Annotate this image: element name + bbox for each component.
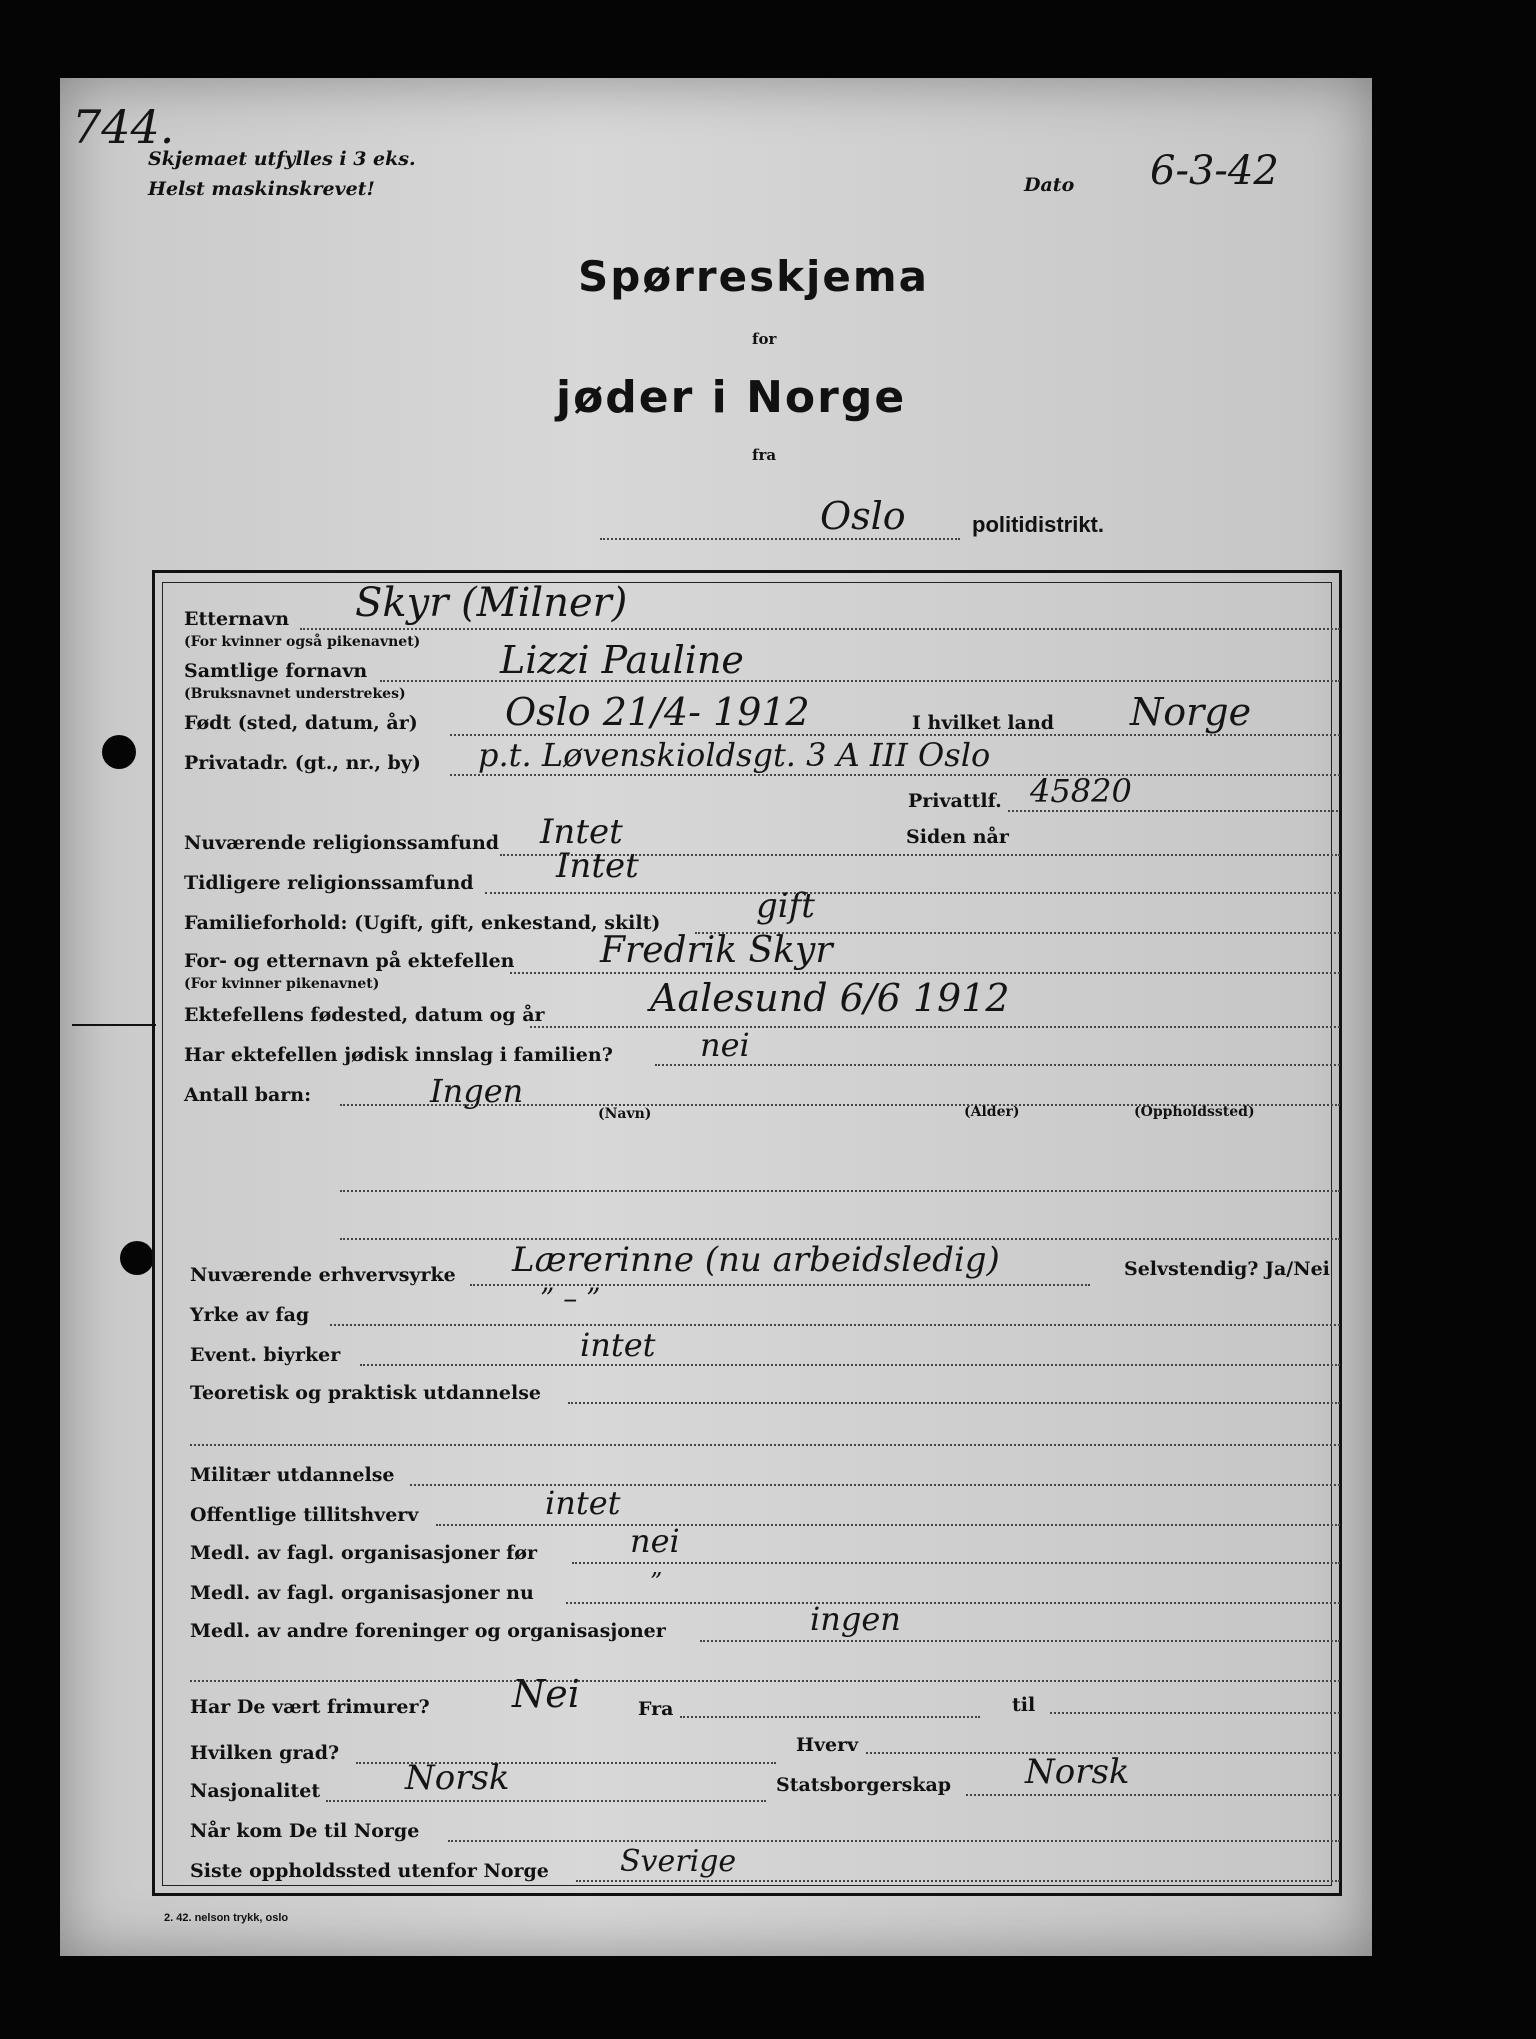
utdannelse-line-2 bbox=[190, 1444, 1340, 1446]
org-for-label: Medl. av fagl. organisasjoner før bbox=[190, 1542, 537, 1564]
ektefelle-fodt-label: Ektefellens fødested, datum og år bbox=[184, 1004, 545, 1026]
familie-value[interactable]: gift bbox=[756, 886, 815, 926]
tillit-value[interactable]: intet bbox=[545, 1484, 621, 1522]
frimurer-value[interactable]: Nei bbox=[512, 1672, 580, 1716]
frimurer-til-dots bbox=[1050, 1712, 1340, 1714]
frimurer-fra-dots bbox=[680, 1716, 980, 1718]
barn-col-alder: (Alder) bbox=[964, 1104, 1020, 1120]
ektefelle-fodt-value[interactable]: Aalesund 6/6 1912 bbox=[650, 976, 1010, 1020]
yrke-fag-label: Yrke av fag bbox=[190, 1304, 310, 1326]
punch-hole-top bbox=[102, 735, 136, 769]
grad-label: Hvilken grad? bbox=[190, 1742, 340, 1764]
fodt-value[interactable]: Oslo 21/4- 1912 bbox=[505, 690, 810, 734]
frimurer-label: Har De vært frimurer? bbox=[190, 1696, 430, 1718]
religion-prev-label: Tidligere religionssamfund bbox=[184, 872, 474, 894]
margin-rule bbox=[72, 1024, 156, 1026]
privattlf-value[interactable]: 45820 bbox=[1030, 772, 1132, 810]
fornavn-note: (Bruksnavnet understrekes) bbox=[184, 686, 406, 702]
religion-prev-value[interactable]: Intet bbox=[556, 846, 639, 886]
privattlf-dots bbox=[1008, 810, 1338, 812]
frimurer-fra-label: Fra bbox=[638, 1698, 674, 1720]
religion-prev-dots bbox=[485, 892, 1340, 894]
privattlf-label: Privattlf. bbox=[908, 790, 1002, 812]
ektefelle-value[interactable]: Fredrik Skyr bbox=[600, 930, 833, 971]
nasjonalitet-value[interactable]: Norsk bbox=[405, 1758, 510, 1798]
ektefelle-label: For- og etternavn på ektefellen bbox=[184, 950, 515, 972]
religion-now-value[interactable]: Intet bbox=[540, 812, 623, 852]
naar-kom-label: Når kom De til Norge bbox=[190, 1820, 420, 1842]
fornavn-label: Samtlige fornavn bbox=[184, 660, 368, 682]
ektefelle-note: (For kvinner pikenavnet) bbox=[184, 976, 380, 992]
org-nu-value[interactable]: ” bbox=[650, 1568, 663, 1596]
siste-opphold-label: Siste oppholdssted utenfor Norge bbox=[190, 1860, 549, 1882]
siste-opphold-value[interactable]: Sverige bbox=[620, 1844, 737, 1879]
jodisk-label: Har ektefellen jødisk innslag i familien? bbox=[184, 1044, 613, 1066]
andre-org-dots bbox=[700, 1640, 1340, 1642]
district-label: politidistrikt. bbox=[972, 512, 1104, 537]
etternavn-value[interactable]: Skyr (Milner) bbox=[355, 580, 628, 626]
org-nu-dots bbox=[566, 1602, 1340, 1604]
utdannelse-label: Teoretisk og praktisk utdannelse bbox=[190, 1382, 542, 1404]
andre-org-label: Medl. av andre foreninger og organisasjoner bbox=[190, 1620, 666, 1642]
printer-imprint: 2. 42. nelson trykk, oslo bbox=[164, 1912, 289, 1924]
etternavn-note: (For kvinner også pikenavnet) bbox=[184, 634, 421, 650]
form-subtitle: jøder i Norge bbox=[556, 372, 907, 423]
nasjonalitet-label: Nasjonalitet bbox=[190, 1780, 321, 1802]
erhverv-label: Nuværende erhvervsyrke bbox=[190, 1264, 456, 1286]
barn-value[interactable]: Ingen bbox=[430, 1072, 524, 1110]
land-value[interactable]: Norge bbox=[1130, 690, 1252, 734]
utdannelse-dots bbox=[568, 1402, 1340, 1404]
jodisk-dots bbox=[655, 1064, 1340, 1066]
militaer-label: Militær utdannelse bbox=[190, 1464, 395, 1486]
org-for-dots bbox=[572, 1562, 1340, 1564]
religion-now-label: Nuværende religionssamfund bbox=[184, 832, 500, 854]
form-frame-inner bbox=[162, 582, 1332, 1886]
barn-col-opphold: (Oppholdssted) bbox=[1134, 1104, 1255, 1120]
biyrker-value[interactable]: intet bbox=[580, 1326, 656, 1364]
form-title: Spørreskjema bbox=[578, 252, 929, 301]
date-value: 6-3-42 bbox=[1150, 148, 1279, 194]
instruction-line-2: Helst maskinskrevet! bbox=[148, 178, 375, 200]
barn-extra-line-1 bbox=[340, 1190, 1340, 1192]
fornavn-value[interactable]: Lizzi Pauline bbox=[500, 638, 744, 682]
barn-label: Antall barn: bbox=[184, 1084, 312, 1106]
andre-org-line-2 bbox=[190, 1680, 1340, 1682]
for-text: for bbox=[752, 330, 777, 348]
instruction-line-1: Skjemaet utfylles i 3 eks. bbox=[148, 148, 416, 170]
yrke-fag-dots bbox=[330, 1324, 1340, 1326]
stats-label: Statsborgerskap bbox=[776, 1774, 952, 1796]
hverv-label: Hverv bbox=[796, 1734, 859, 1756]
yrke-fag-value[interactable]: ” – ” bbox=[540, 1282, 601, 1315]
fra-text: fra bbox=[752, 446, 777, 464]
selvstendig-label: Selvstendig? Ja/Nei bbox=[1124, 1258, 1330, 1280]
org-nu-label: Medl. av fagl. organisasjoner nu bbox=[190, 1582, 534, 1604]
andre-org-value[interactable]: ingen bbox=[810, 1600, 901, 1638]
frimurer-til-label: til bbox=[1012, 1694, 1036, 1716]
nasjonalitet-dots bbox=[326, 1800, 766, 1802]
biyrker-dots bbox=[360, 1364, 1340, 1366]
punch-hole-bottom bbox=[120, 1241, 154, 1275]
etternavn-label: Etternavn bbox=[184, 608, 290, 630]
district-dots bbox=[600, 538, 960, 540]
etternavn-dots bbox=[300, 628, 1340, 630]
naar-kom-dots bbox=[448, 1840, 1340, 1842]
biyrker-label: Event. biyrker bbox=[190, 1344, 341, 1366]
privatadr-dots bbox=[450, 774, 1340, 776]
date-label: Dato bbox=[1024, 174, 1075, 196]
stats-value[interactable]: Norsk bbox=[1025, 1752, 1130, 1792]
fodt-label: Født (sted, datum, år) bbox=[184, 712, 418, 734]
familie-label: Familieforhold: (Ugift, gift, enkestand, skilt) bbox=[184, 912, 661, 934]
barn-col-navn: (Navn) bbox=[598, 1106, 652, 1122]
ektefelle-fodt-dots bbox=[530, 1026, 1340, 1028]
tillit-dots bbox=[436, 1524, 1340, 1526]
siste-opphold-dots bbox=[576, 1880, 1340, 1882]
tillit-label: Offentlige tillitshverv bbox=[190, 1504, 419, 1526]
page-number: 744. bbox=[72, 100, 175, 154]
org-for-value[interactable]: nei bbox=[630, 1522, 680, 1560]
privatadr-label: Privatadr. (gt., nr., by) bbox=[184, 752, 421, 774]
privatadr-value[interactable]: p.t. Løvenskioldsgt. 3 A III Oslo bbox=[478, 736, 991, 774]
ektefelle-dots bbox=[510, 972, 1340, 974]
land-label: I hvilket land bbox=[912, 712, 1055, 734]
jodisk-value[interactable]: nei bbox=[700, 1026, 750, 1064]
district-value: Oslo bbox=[820, 494, 906, 538]
stats-dots bbox=[966, 1794, 1340, 1796]
erhverv-value[interactable]: Lærerinne (nu arbeidsledig) bbox=[512, 1240, 1000, 1280]
since-label: Siden når bbox=[906, 826, 1009, 848]
